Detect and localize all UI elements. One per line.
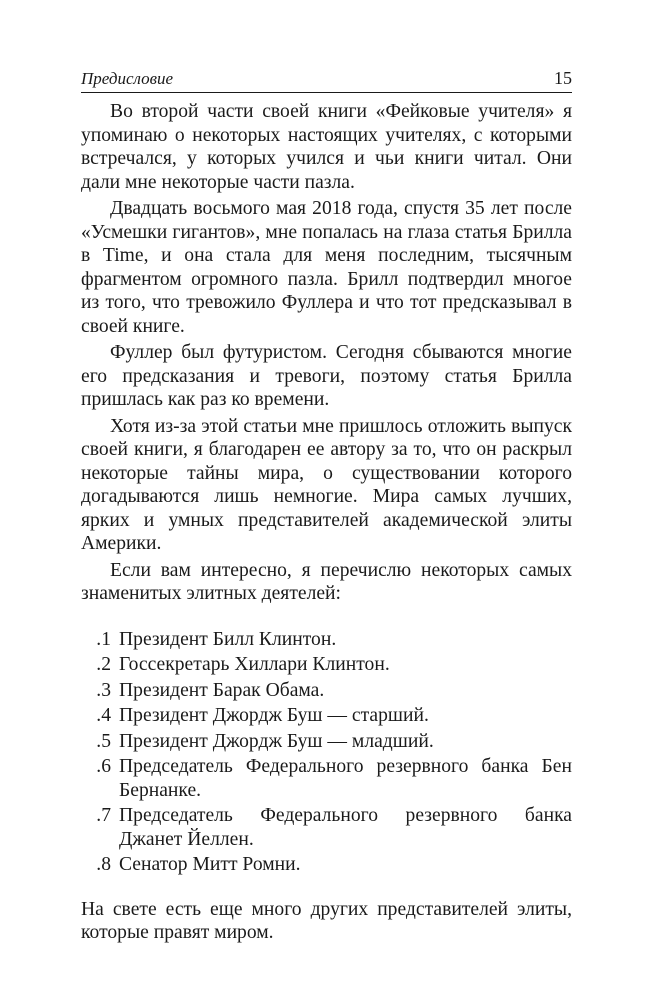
list-item-text: Президент Джордж Буш — старший. [119, 705, 429, 726]
running-head [81, 68, 572, 93]
page-body [81, 100, 572, 945]
list-item-text: Госсекретарь Хиллари Клинтон. [119, 654, 390, 675]
list-item: 8. Сенатор Митт Ромни. [81, 853, 572, 877]
list-item: 4. Президент Джордж Буш — старший. [81, 704, 572, 728]
list-item-text: Президент Барак Обама. [119, 679, 325, 701]
list-item: 5. Президент Джордж Буш — младший. [81, 730, 572, 754]
paragraph: Фуллер был футуристом. Сегодня сбываются многие его предсказания и тревоги, поэтому статья Брилла пришлась как раз ко времени. [81, 342, 572, 410]
list-item-text: Президент Билл Клинтон. [119, 628, 337, 650]
list-item-text: Председатель Федерального резервного банка Джанет Йеллен. [119, 805, 572, 850]
paragraph: Двадцать восьмого мая 2018 года, спустя 35 лет после «Усмешки гигантов», мне попалась на глаза статья Брилла в Time, и она стала для меня последним, тысячным фрагментом огромного пазла. Брилл подтвердил многое из того, что тревожило Фуллера и что тот предсказывал в своей книге. [81, 198, 572, 337]
closing-paragraph: На свете есть еще много других представителей элиты, которые правят миром. [81, 898, 572, 943]
running-head-section: Предисловие [81, 69, 174, 88]
elite-list [81, 628, 572, 877]
list-item: 3. Президент Барак Обама. [81, 679, 572, 703]
list-item: 7. Председатель Федерального резервного банка Джанет Йеллен. [96, 805, 572, 850]
paragraph: Хотя из-за этой статьи мне пришлось отложить выпуск своей книги, я благодарен ее автору за то, что он раскрыл некоторые тайны мира, о существовании которого догадываются лишь немногие. Мира самых лучших, ярких и умных представителей академической элиты Америки. [81, 415, 572, 554]
page-number: 15 [554, 68, 572, 88]
paragraph: Если вам интересно, я перечислю некоторых самых знаменитых элитных деятелей: [81, 559, 572, 604]
list-item: 1. Президент Билл Клинтон. [81, 628, 572, 652]
list-item-text: Председатель Федерального резервного банка Бен Бернанке. [119, 756, 572, 801]
list-item-text: Президент Джордж Буш — младший. [119, 730, 434, 752]
list-item: 6. Председатель Федерального резервного банка Бен Бернанке. [96, 756, 572, 801]
paragraph: Во второй части своей книги «Фейковые учителя» я упоминаю о некоторых настоящих учителях, с которыми встречался, у которых учился и чьи книги читал. Они дали мне некоторые части пазла. [81, 101, 572, 193]
list-item-text: Сенатор Митт Ромни. [119, 854, 301, 875]
list-item: 2. Госсекретарь Хиллари Клинтон. [81, 653, 572, 677]
